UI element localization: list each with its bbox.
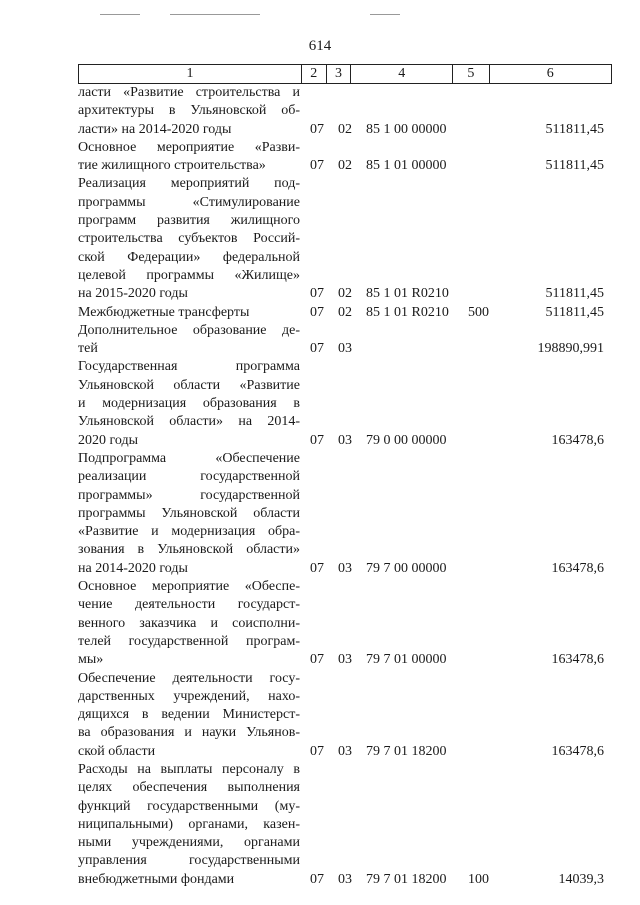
target-article-code: 79 7 01 00000 bbox=[366, 652, 447, 668]
section-code: 07 bbox=[310, 304, 324, 320]
description-line: на 2014-2020 годы bbox=[78, 560, 188, 576]
row-description bbox=[78, 304, 300, 322]
scan-artifact bbox=[100, 14, 140, 15]
description-line: строительства субъектов Россий- bbox=[78, 231, 300, 247]
subsection-code: 03 bbox=[338, 743, 352, 759]
row-description bbox=[78, 578, 300, 669]
description-line: ласти «Развитие строительства и bbox=[78, 85, 300, 100]
description-line: дарственных учреждений, нахо- bbox=[78, 688, 300, 704]
scan-artifact bbox=[370, 14, 400, 15]
description-line: целях обеспечения выполнения bbox=[78, 780, 300, 796]
table-row bbox=[78, 578, 612, 669]
scan-artifact bbox=[170, 14, 260, 15]
description-line: ниципальными) органами, казен- bbox=[78, 816, 300, 832]
description-line: программы «Стимулирование bbox=[78, 194, 300, 210]
description-line: чение деятельности государст- bbox=[78, 597, 300, 613]
description-line: Межбюджетные трансферты bbox=[78, 304, 250, 320]
target-article-code: 85 1 00 00000 bbox=[366, 121, 447, 137]
table-row bbox=[78, 450, 612, 578]
amount: 511811,45 bbox=[545, 304, 604, 320]
description-line: Ульяновской области «Развитие bbox=[78, 377, 300, 393]
section-code: 07 bbox=[310, 158, 324, 174]
description-line: дящихся в ведении Министерст- bbox=[78, 707, 300, 723]
table-row bbox=[78, 358, 612, 449]
target-article-code: 85 1 01 00000 bbox=[366, 158, 447, 174]
table-header bbox=[78, 64, 612, 84]
header-cell-6: 6 bbox=[489, 65, 611, 84]
table-row bbox=[78, 322, 612, 359]
table-row bbox=[78, 84, 612, 139]
description-line: тие жилищного строительства» bbox=[78, 158, 266, 174]
target-article-code: 79 7 00 00000 bbox=[366, 560, 447, 576]
subsection-code: 03 bbox=[338, 560, 352, 576]
description-line: ской области bbox=[78, 743, 156, 759]
description-line: программы» государственной bbox=[78, 487, 300, 503]
row-description bbox=[78, 450, 300, 578]
description-line: 2020 годы bbox=[78, 432, 139, 448]
description-line: зования в Ульяновской области» bbox=[78, 542, 300, 558]
subsection-code: 02 bbox=[338, 286, 352, 302]
subsection-code: 03 bbox=[338, 432, 352, 448]
description-line: внебюджетными фондами bbox=[78, 871, 235, 887]
table-row bbox=[78, 670, 612, 761]
header-cell-5: 5 bbox=[453, 65, 490, 84]
description-line: реализации государственной bbox=[78, 469, 300, 485]
description-line: и модернизация образования в bbox=[78, 396, 300, 412]
section-code: 07 bbox=[310, 286, 324, 302]
description-line: программы Ульяновской области bbox=[78, 505, 300, 521]
amount: 163478,6 bbox=[551, 743, 604, 759]
description-line: Подпрограмма «Обеспечение bbox=[78, 450, 300, 466]
description-line: ласти» на 2014-2020 годы bbox=[78, 121, 232, 137]
description-line: Государственная программа bbox=[78, 359, 300, 375]
header-cell-2: 2 bbox=[301, 65, 326, 84]
target-article-code: 79 0 00 00000 bbox=[366, 432, 447, 448]
section-code: 07 bbox=[310, 121, 324, 137]
description-line: ской Федерации» федеральной bbox=[78, 249, 300, 265]
subsection-code: 03 bbox=[338, 341, 352, 357]
section-code: 07 bbox=[310, 652, 324, 668]
description-line: Основное мероприятие «Обеспе- bbox=[78, 579, 300, 595]
page-number: 614 bbox=[308, 38, 332, 54]
budget-table-body bbox=[78, 84, 612, 889]
section-code: 07 bbox=[310, 432, 324, 448]
description-line: управления государственными bbox=[78, 853, 300, 869]
amount: 163478,6 bbox=[551, 652, 604, 668]
table-row bbox=[78, 175, 612, 303]
subsection-code: 03 bbox=[338, 871, 352, 887]
header-row bbox=[79, 65, 612, 84]
description-line: архитектуры в Ульяновской об- bbox=[78, 103, 300, 119]
section-code: 07 bbox=[310, 871, 324, 887]
row-description bbox=[78, 761, 300, 889]
description-line: телей государственной програм- bbox=[78, 633, 300, 649]
expense-type-code: 500 bbox=[468, 304, 489, 320]
header-cell-4: 4 bbox=[351, 65, 453, 84]
subsection-code: 02 bbox=[338, 304, 352, 320]
table-row bbox=[78, 761, 612, 889]
row-description bbox=[78, 139, 300, 176]
amount: 163478,6 bbox=[551, 432, 604, 448]
section-code: 07 bbox=[310, 341, 324, 357]
description-line: Дополнительное образование де- bbox=[78, 322, 300, 338]
row-description bbox=[78, 175, 300, 303]
subsection-code: 02 bbox=[338, 121, 352, 137]
description-line: Расходы на выплаты персоналу в bbox=[78, 761, 300, 777]
description-line: Основное мероприятие «Разви- bbox=[78, 139, 300, 155]
row-description bbox=[78, 322, 300, 359]
description-line: целевой программы «Жилище» bbox=[78, 267, 300, 283]
target-article-code: 79 7 01 18200 bbox=[366, 743, 447, 759]
description-line: на 2015-2020 годы bbox=[78, 286, 188, 302]
description-line: мы» bbox=[78, 652, 104, 668]
header-cell-3: 3 bbox=[326, 65, 351, 84]
target-article-code: 79 7 01 18200 bbox=[366, 871, 447, 887]
amount: 511811,45 bbox=[545, 121, 604, 137]
amount: 511811,45 bbox=[545, 158, 604, 174]
table-row bbox=[78, 304, 612, 322]
subsection-code: 03 bbox=[338, 652, 352, 668]
description-line: Ульяновской области» на 2014- bbox=[78, 414, 300, 430]
description-line: тей bbox=[78, 341, 98, 357]
description-line: Реализация мероприятий под- bbox=[78, 176, 300, 192]
description-line: ными учреждениями, органами bbox=[78, 835, 300, 851]
header-cell-1: 1 bbox=[79, 65, 302, 84]
description-line: венного заказчика и соисполни- bbox=[78, 615, 300, 631]
description-line: ва образования и науки Ульянов- bbox=[78, 725, 300, 741]
row-description bbox=[78, 670, 300, 761]
amount: 14039,3 bbox=[558, 871, 604, 887]
target-article-code: 85 1 01 R0210 bbox=[366, 286, 449, 302]
subsection-code: 02 bbox=[338, 158, 352, 174]
target-article-code: 85 1 01 R0210 bbox=[366, 304, 449, 320]
row-description bbox=[78, 84, 300, 139]
description-line: функций государственными (му- bbox=[78, 798, 300, 814]
expense-type-code: 100 bbox=[468, 871, 489, 887]
description-line: Обеспечение деятельности госу- bbox=[78, 670, 300, 686]
row-description bbox=[78, 358, 300, 449]
amount: 198890,991 bbox=[537, 341, 604, 357]
section-code: 07 bbox=[310, 560, 324, 576]
description-line: программ развития жилищного bbox=[78, 213, 300, 229]
table-row bbox=[78, 139, 612, 176]
amount: 511811,45 bbox=[545, 286, 604, 302]
description-line: «Развитие и модернизация обра- bbox=[78, 524, 300, 540]
amount: 163478,6 bbox=[551, 560, 604, 576]
section-code: 07 bbox=[310, 743, 324, 759]
